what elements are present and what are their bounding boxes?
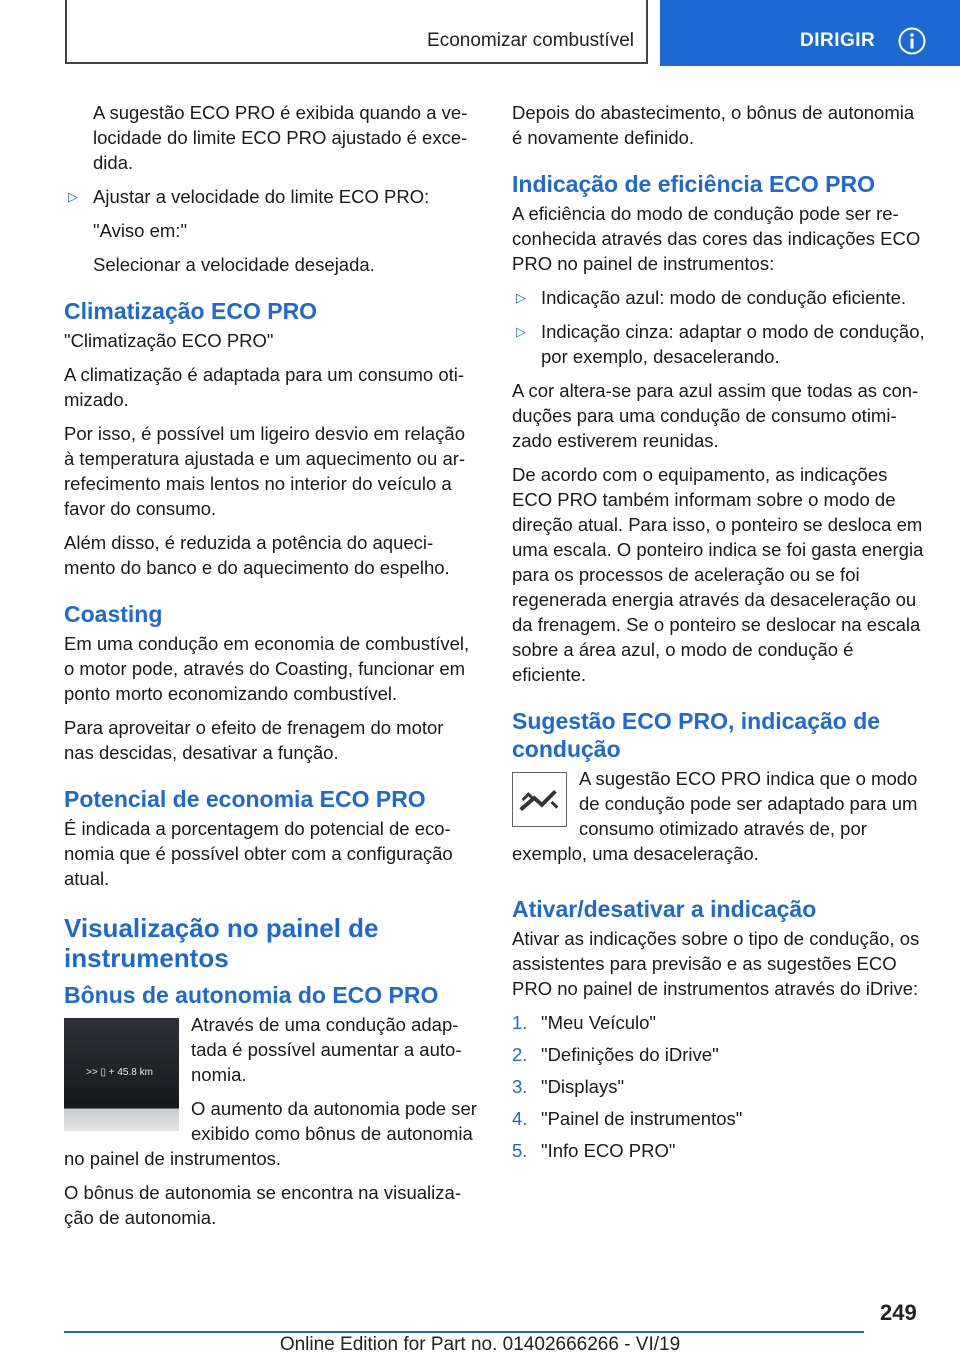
list-item: 3. "Displays" (512, 1076, 625, 1097)
section-tab[interactable] (660, 0, 960, 66)
heading-visualizacao: Visualização no painel de instrumentos (64, 913, 379, 973)
paragraph: Além disso, é reduzida a potência do aquecimento do banco e do aquecimento do espelho. (64, 532, 450, 578)
list-item: ▷ Indicação azul: modo de condução eficiente. (516, 287, 907, 308)
paragraph: Ativar as indicações sobre o tipo de condução, os assistentes para previsão e as sugestões ECO PRO no painel de instrumentos através do iDrive: (512, 928, 920, 999)
paragraph: O bônus de autonomia se encontra na visualização de autonomia. (64, 1182, 461, 1228)
bullet-triangle-icon: ▷ (68, 189, 78, 204)
chapter-tab (65, 0, 648, 64)
eco-pro-suggestion-icon (512, 772, 567, 827)
heading-eficiencia: Indicação de eficiência ECO PRO (512, 171, 876, 197)
footer-divider (64, 1331, 864, 1333)
heading-bonus: Bônus de autonomia do ECO PRO (64, 982, 439, 1008)
paragraph: A sugestão ECO PRO indica que o modo de condução pode ser adaptado para um consumo otimizado através de, por exemplo, uma desaceleração. (512, 768, 918, 864)
list-item: 1. "Meu Veículo" (512, 1012, 656, 1033)
list-item: 2. "Definições do iDrive" (512, 1044, 719, 1065)
left-column (64, 100, 478, 1239)
paragraph: Em uma condução em economia de combustível, o motor pode, através do Coasting, funcionar em ponto morto economizando combustível. (64, 633, 470, 704)
right-column (512, 100, 928, 1170)
paragraph: É indicada a porcentagem do potencial de economia que é possível obter com a configuração atual. (64, 818, 453, 889)
page-number: 249 (880, 1300, 917, 1325)
chapter-title: Economizar combustível (427, 30, 634, 51)
heading-potencial: Potencial de economia ECO PRO (64, 786, 426, 812)
edition-footer: Online Edition for Part no. 01402666266 - VI/19 (279, 1334, 681, 1355)
paragraph: Para aproveitar o efeito de frenagem do motor nas descidas, desativar a função. (64, 717, 444, 763)
paragraph: Por isso, é possível um ligeiro desvio em relação à temperatura ajustada e um aquecimento ou arrefecimento mais lentos no interior do veículo a favor do consumo. (64, 423, 466, 519)
paragraph: A eficiência do modo de condução pode ser reconhecida através das cores das indicações ECO PRO no painel de instrumentos: (512, 203, 921, 274)
paragraph: A cor altera-se para azul assim que todas as conduções para uma condução de consumo otimizado estiverem reunidas. (512, 380, 919, 451)
range-bonus-readout: >> ▯ + 45.8 km (86, 1067, 153, 1078)
instrument-cluster-image (64, 1018, 179, 1131)
instruction-text: Selecionar a velocidade desejada. (93, 254, 375, 275)
bonus-figure-block (64, 1012, 478, 1180)
info-icon[interactable] (898, 27, 926, 55)
paragraph: Através de uma condução adaptada é possível aumentar a autonomia. (191, 1014, 462, 1085)
list-item: 4. "Painel de instrumentos" (512, 1108, 743, 1129)
eco-suggestion-text: A sugestão ECO PRO é exibida quando a velocidade do limite ECO PRO ajustado é excedida. (93, 102, 468, 173)
section-title: DIRIGIR (800, 30, 876, 51)
sugestao-block (512, 766, 928, 875)
list-item: 5. "Info ECO PRO" (512, 1140, 676, 1161)
page-header (0, 0, 960, 66)
paragraph: De acordo com o equipamento, as indicações ECO PRO também informam sobre o modo de direção atual. Para isso, o ponteiro se desloca em uma escala. O ponteiro indica se foi gasta energia para os processos de aceleração ou se foi regenerada energia através da desaceleração ou da frenagem. Se o ponteiro se deslocar na escala sobre a área azul, o modo de condução é eficiente. (512, 464, 924, 685)
heading-ativar: Ativar/desativar a indicação (512, 896, 817, 922)
list-item: ▷ Indicação cinza: adaptar o modo de condução, por exemplo, desacelerando. (516, 321, 925, 367)
bullet-triangle-icon: ▷ (516, 290, 526, 305)
list-item: ▷ Ajustar a velocidade do limite ECO PRO: (68, 186, 430, 207)
paragraph: O aumento da autonomia pode ser exibido como bônus de autonomia no painel de instrumentos. (64, 1098, 477, 1169)
heading-climatizacao: Climatização ECO PRO (64, 298, 318, 324)
steps-list (512, 1010, 928, 1163)
paragraph: Depois do abastecimento, o bônus de autonomia é novamente definido. (512, 102, 915, 148)
bullet-triangle-icon: ▷ (516, 324, 526, 339)
heading-sugestao: Sugestão ECO PRO, indicação de condução (512, 708, 881, 762)
paragraph: A climatização é adaptada para um consumo otimizado. (64, 364, 465, 410)
heading-coasting: Coasting (64, 601, 163, 627)
menu-path: "Aviso em:" (93, 220, 188, 241)
menu-path: "Climatização ECO PRO" (64, 330, 274, 351)
